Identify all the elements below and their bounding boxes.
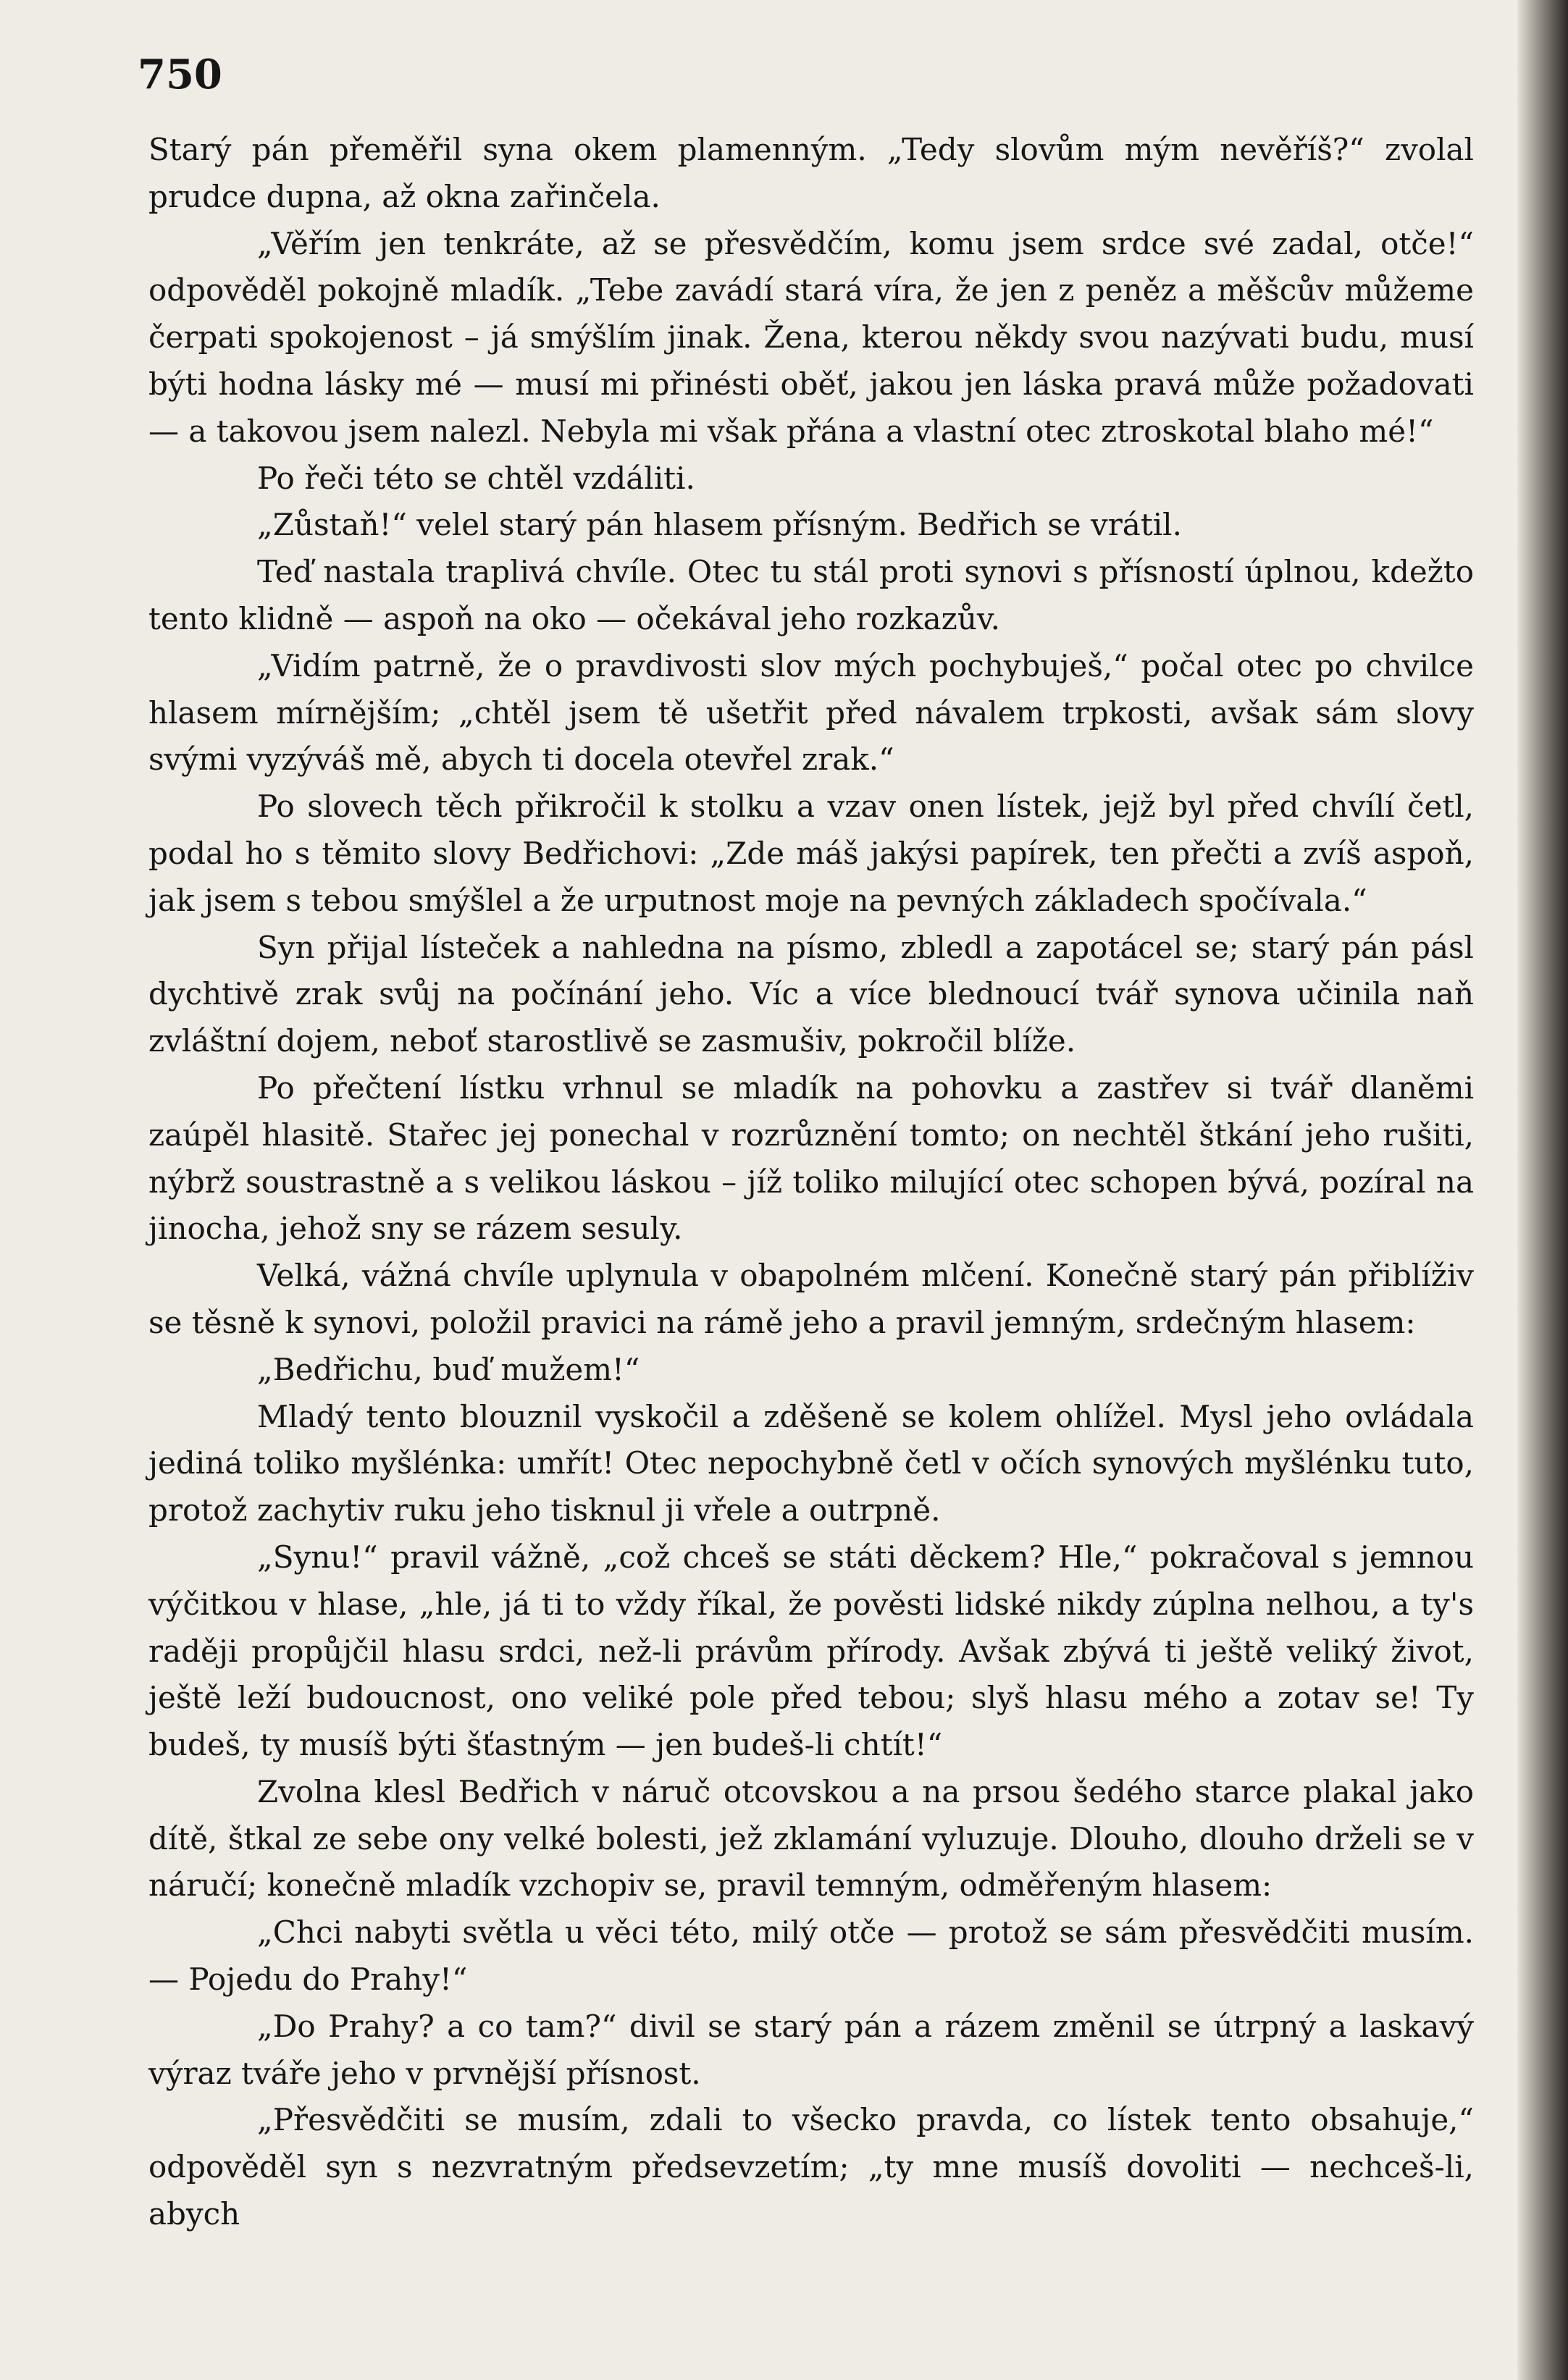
paragraph: „Přesvědčiti se musím, zdali to všecko pravda, co lístek tento obsahuje,“ odpověděl syn s nezvratným předsevzetím; „ty mne musíš dovoliti — nechceš-li, abych bbox=[148, 2102, 1474, 2232]
paragraph: „Synu!“ pravil vážně, „což chceš se státi děckem? Hle,“ pokračoval s jemnou výčitkou v hlase, „hle, já ti to vždy říkal, že pověsti lidské nikdy zúplna nelhou, a ty's raději propůjčil hlasu srdci, než-li právům přírody. Avšak zbývá ti ještě veliký život, ještě leží budoucnost, ono veliké pole před tebou; slyš hlasu mého a zotav se! Ty budeš, ty musíš býti šťastným — jen budeš-li chtít!“ bbox=[148, 1539, 1474, 1763]
page-number: 750 bbox=[138, 51, 222, 98]
paragraph: Syn přijal lísteček a nahledna na písmo, zbledl a zapotácel se; starý pán pásl dychtivě zrak svůj na počínání jeho. Víc a více blednoucí tvář synova učinila naň zvláštní dojem, neboť starostlivě se zasmušiv, pokročil blíže. bbox=[148, 929, 1474, 1059]
paragraph: Starý pán přeměřil syna okem plamenným. „Tedy slovům mým nevěříš?“ zvolal prudce dupna, až okna zařinčela. bbox=[148, 132, 1474, 214]
paragraph: „Zůstaň!“ velel starý pán hlasem přísným. Bedřich se vrátil. bbox=[257, 507, 1182, 543]
paragraph: „Věřím jen tenkráte, až se přesvědčím, komu jsem srdce své zadal, otče!“ odpověděl pokojně mladík. „Tebe zavádí stará víra, že jen z peněz a měšcův můžeme čerpati spokojenost – já smýšlím jinak. Žena, kterou někdy svou nazývati budu, musí býti hodna lásky mé — musí mi přinésti oběť, jakou jen láska pravá může požadovati — a takovou jsem nalezl. Nebyla mi však přána a vlastní otec ztroskotal blaho mé!“ bbox=[148, 225, 1474, 449]
paragraph: „Chci nabyti světla u věci této, milý otče — protož se sám přesvědčiti musím. — Pojedu do Prahy!“ bbox=[148, 1914, 1474, 1998]
paragraph: Zvolna klesl Bedřich v náruč otcovskou a na prsou šedého starce plakal jako dítě, štkal ze sebe ony velké bolesti, jež zklamání vyluzuje. Dlouho, dlouho drželi se v náručí; konečně mladík vzchopiv se, pravil temným, odměřeným hlasem: bbox=[148, 1773, 1474, 1904]
paragraph: Teď nastala traplivá chvíle. Otec tu stál proti synovi s přísností úplnou, kdežto tento klidně — aspoň na oko — očekával jeho rozkazův. bbox=[148, 554, 1474, 636]
paragraph: Velká, vážná chvíle uplynula v obapolném mlčení. Konečně starý pán přiblíživ se těsně k synovi, položil pravici na rámě jeho a pravil jemným, srdečným hlasem: bbox=[148, 1258, 1474, 1340]
paragraph: Mladý tento blouznil vyskočil a zděšeně se kolem ohlížel. Mysl jeho ovládala jediná toliko myšlénka: umřít! Otec nepochybně četl v očích synových myšlénku tuto, protož zachytiv ruku jeho tisknul ji vřele a outrpně. bbox=[148, 1398, 1474, 1529]
paragraph: Po slovech těch přikročil k stolku a vzav onen lístek, jejž byl před chvílí četl, podal ho s těmito slovy Bedřichovi: „Zde máš jakýsi papírek, ten přečti a zvíš aspoň, jak jsem s tebou smýšlel a že urputnost moje na pevných základech spočívala.“ bbox=[148, 789, 1474, 918]
paragraph: „Vidím patrně, že o pravdivosti slov mých pochybuješ,“ počal otec po chvilce hlasem mírnějším; „chtěl jsem tě ušetřit před návalem trpkosti, avšak sám slovy svými vyzýváš mě, abych ti docela otevřel zrak.“ bbox=[148, 647, 1474, 778]
page-edge-shadow bbox=[1517, 0, 1568, 2380]
paragraph: „Bedřichu, buď mužem!“ bbox=[257, 1351, 640, 1387]
paragraph: Po přečtení lístku vrhnul se mladík na pohovku a zastřev si tvář dlaněmi zaúpěl hlasitě. Stařec jej ponechal v rozrůznění tomto; on nechtěl štkání jeho rušiti, nýbrž soustrastně a s velikou láskou – jíž toliko milující otec schopen bývá, pozíral na jinocha, jehož sny se rázem sesuly. bbox=[148, 1069, 1474, 1247]
paragraph: „Do Prahy? a co tam?“ divil se starý pán a rázem změnil se útrpný a laskavý výraz tváře jeho v prvnější přísnost. bbox=[148, 2008, 1474, 2091]
body-text bbox=[148, 127, 1474, 2238]
paragraph: Po řeči této se chtěl vzdáliti. bbox=[257, 460, 695, 496]
